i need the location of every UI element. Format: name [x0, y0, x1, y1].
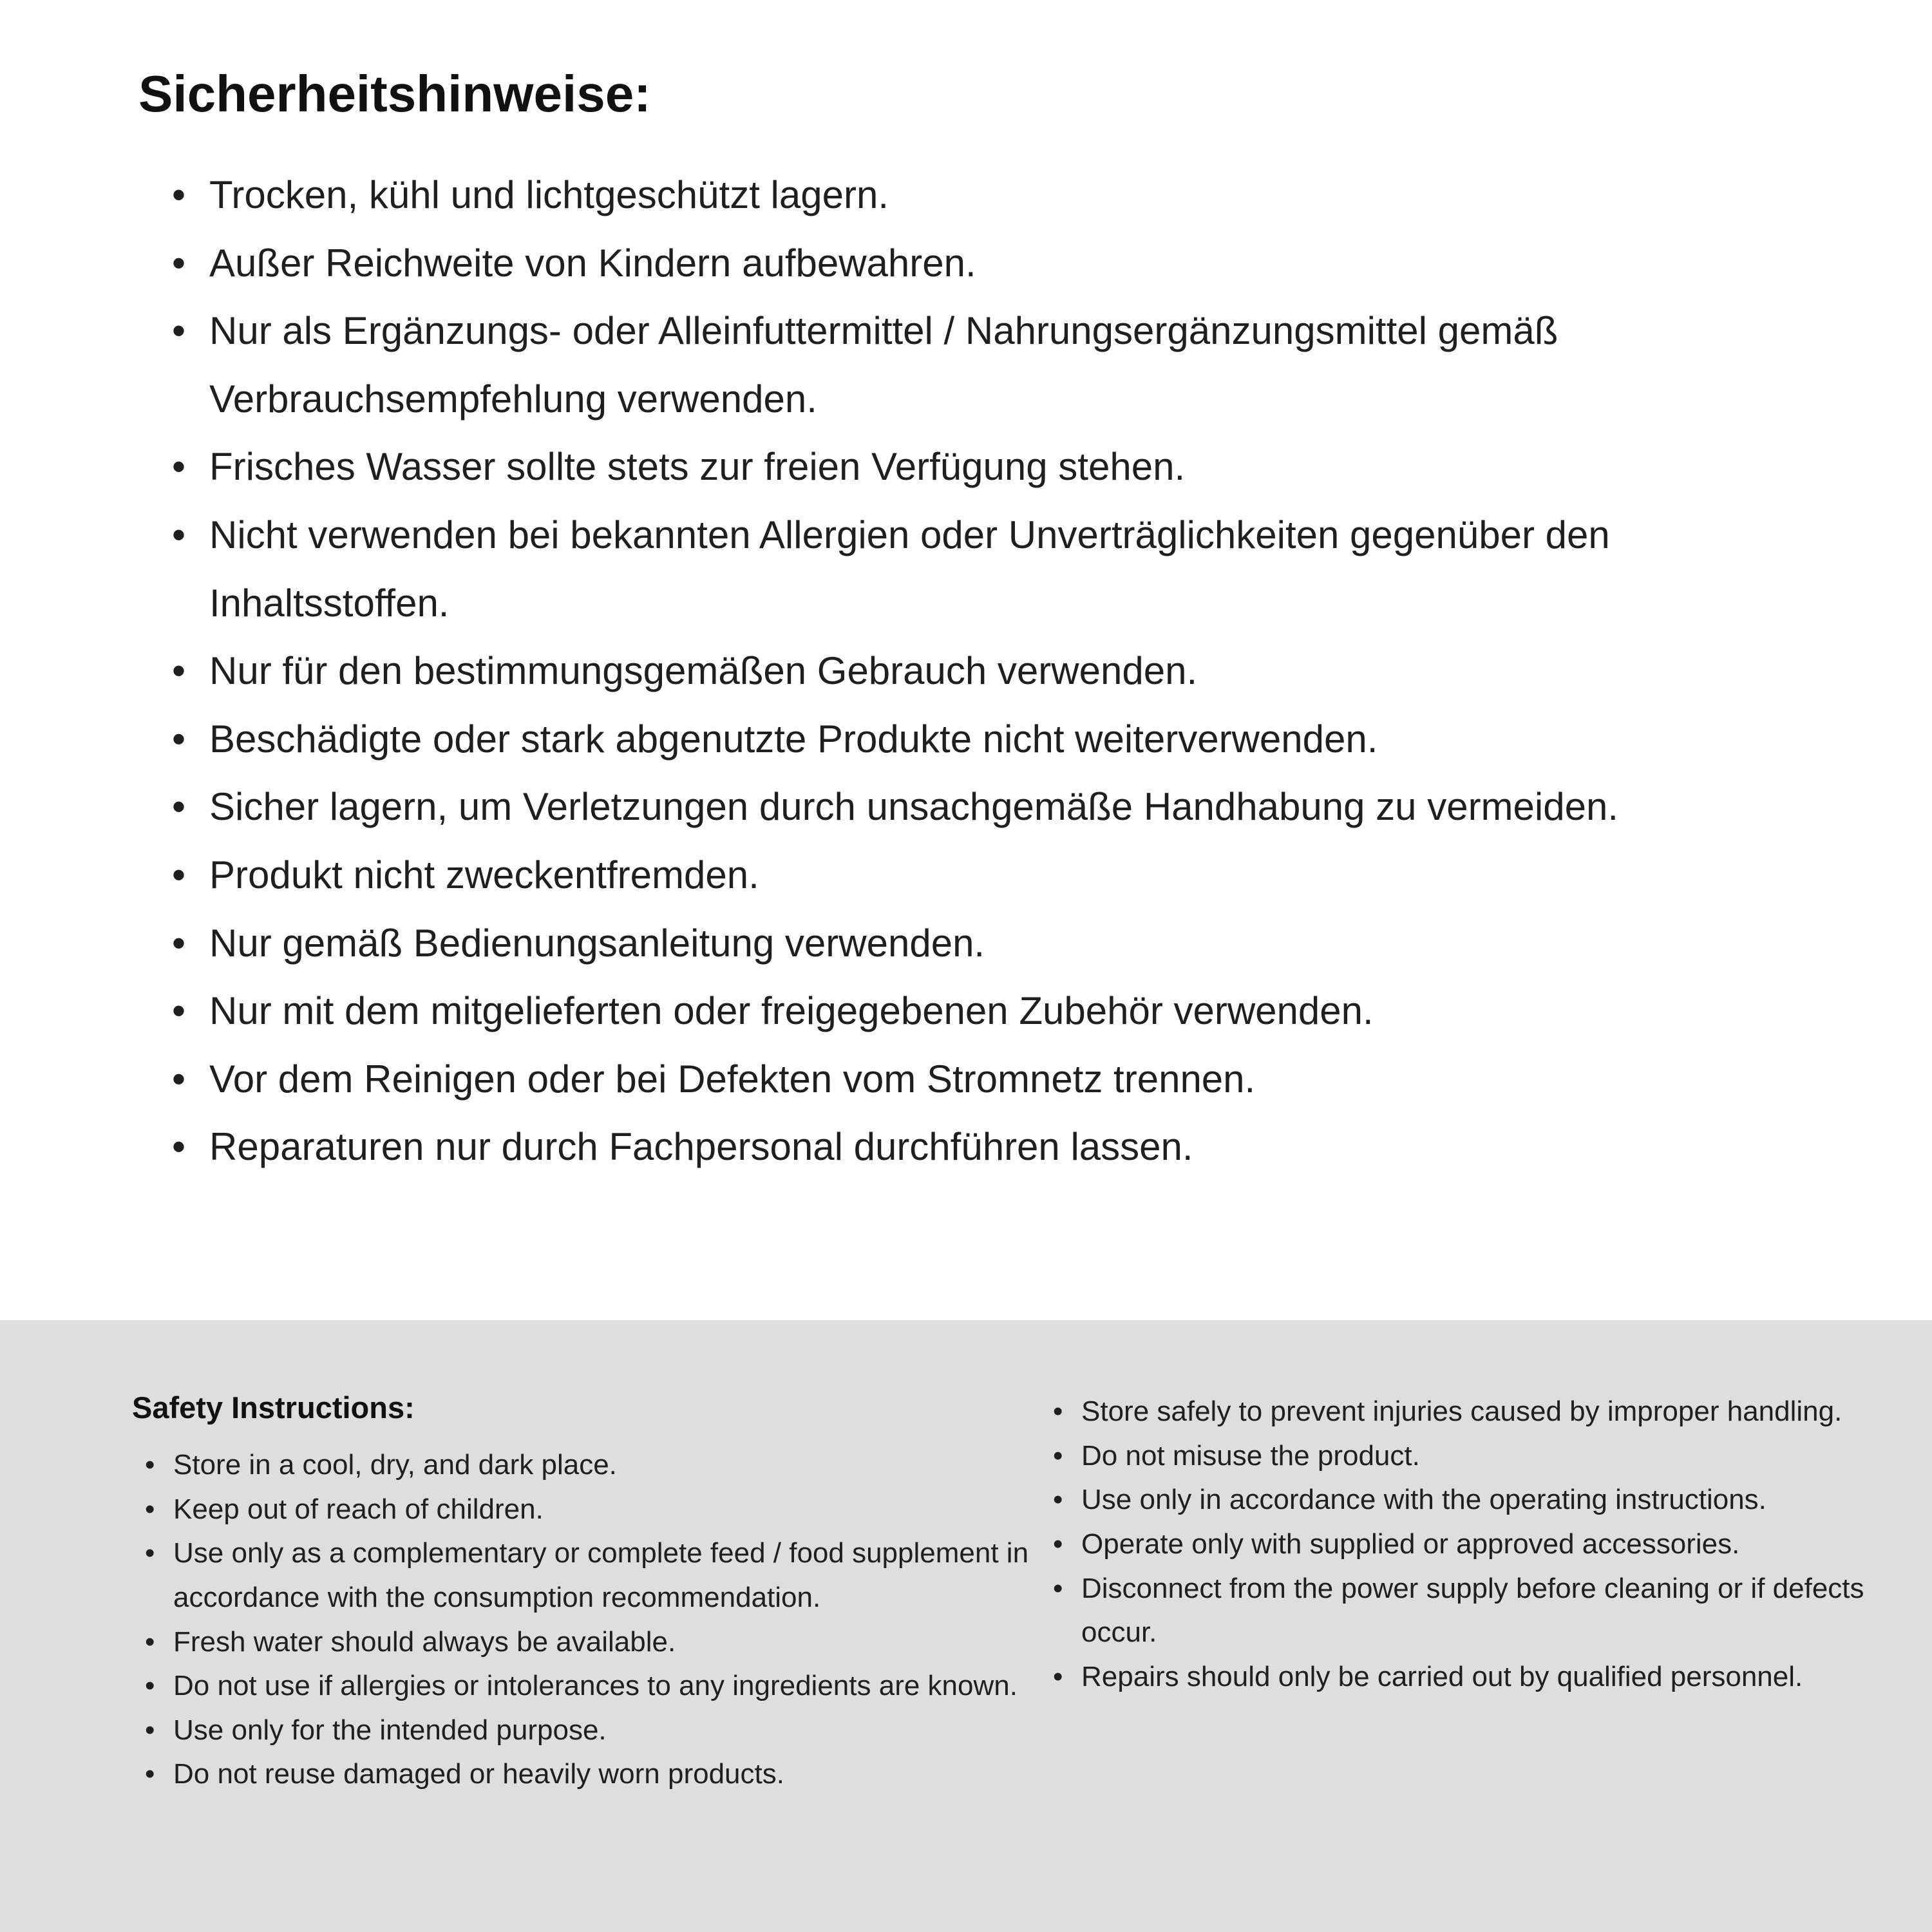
- list-item: • Use only for the intended purpose.: [145, 1709, 1034, 1753]
- english-safety-list-left: [132, 1443, 1034, 1797]
- list-item: • Operate only with supplied or approved accessories.: [1053, 1522, 1884, 1567]
- english-safety-list-right: [1053, 1390, 1884, 1699]
- list-item: • Nur mit dem mitgelieferten oder freigegebenen Zubehör verwenden.: [172, 977, 1823, 1045]
- german-section-title: Sicherheitshinweise:: [138, 65, 651, 122]
- english-left-column: [132, 1390, 1034, 1797]
- list-item: • Use only as a complementary or complete feed / food supplement in accordance with the consumption recommendation.: [145, 1531, 1034, 1620]
- list-item: • Reparaturen nur durch Fachpersonal durchführen lassen.: [172, 1113, 1823, 1181]
- list-item: • Use only in accordance with the operating instructions.: [1053, 1478, 1884, 1522]
- list-item: • Do not misuse the product.: [1053, 1434, 1884, 1479]
- list-item: • Repairs should only be carried out by qualified personnel.: [1053, 1655, 1884, 1700]
- list-item: • Trocken, kühl und lichtgeschützt lagern.: [172, 161, 1823, 229]
- list-item: • Nur als Ergänzungs- oder Alleinfuttermittel / Nahrungsergänzungsmittel gemäß Verbrauchsempfehlung verwenden.: [172, 297, 1823, 433]
- list-item: • Store in a cool, dry, and dark place.: [145, 1443, 1034, 1488]
- english-safety-section: [0, 1320, 1932, 1932]
- english-section-title: Safety Instructions:: [132, 1390, 415, 1425]
- list-item: • Frisches Wasser sollte stets zur freien Verfügung stehen.: [172, 433, 1823, 501]
- list-item: • Do not use if allergies or intolerances to any ingredients are known.: [145, 1664, 1034, 1709]
- list-item: • Nur gemäß Bedienungsanleitung verwenden.: [172, 909, 1823, 978]
- list-item: • Vor dem Reinigen oder bei Defekten vom Stromnetz trennen.: [172, 1045, 1823, 1113]
- english-right-column: [1053, 1390, 1884, 1699]
- list-item: • Nicht verwenden bei bekannten Allergien oder Unverträglichkeiten gegenüber den Inhaltsstoffen.: [172, 501, 1823, 637]
- list-item: • Beschädigte oder stark abgenutzte Produkte nicht weiterverwenden.: [172, 705, 1823, 773]
- list-item: • Do not reuse damaged or heavily worn products.: [145, 1752, 1034, 1797]
- list-item: • Store safely to prevent injuries caused by improper handling.: [1053, 1390, 1884, 1434]
- list-item: • Produkt nicht zweckentfremden.: [172, 841, 1823, 909]
- list-item: • Außer Reichweite von Kindern aufbewahren.: [172, 229, 1823, 298]
- list-item: • Nur für den bestimmungsgemäßen Gebrauch verwenden.: [172, 637, 1823, 705]
- list-item: • Keep out of reach of children.: [145, 1488, 1034, 1532]
- list-item: • Fresh water should always be available.: [145, 1620, 1034, 1665]
- list-item: • Disconnect from the power supply before cleaning or if defects occur.: [1053, 1567, 1884, 1655]
- german-safety-list: [138, 161, 1823, 1181]
- list-item: • Sicher lagern, um Verletzungen durch unsachgemäße Handhabung zu vermeiden.: [172, 773, 1823, 841]
